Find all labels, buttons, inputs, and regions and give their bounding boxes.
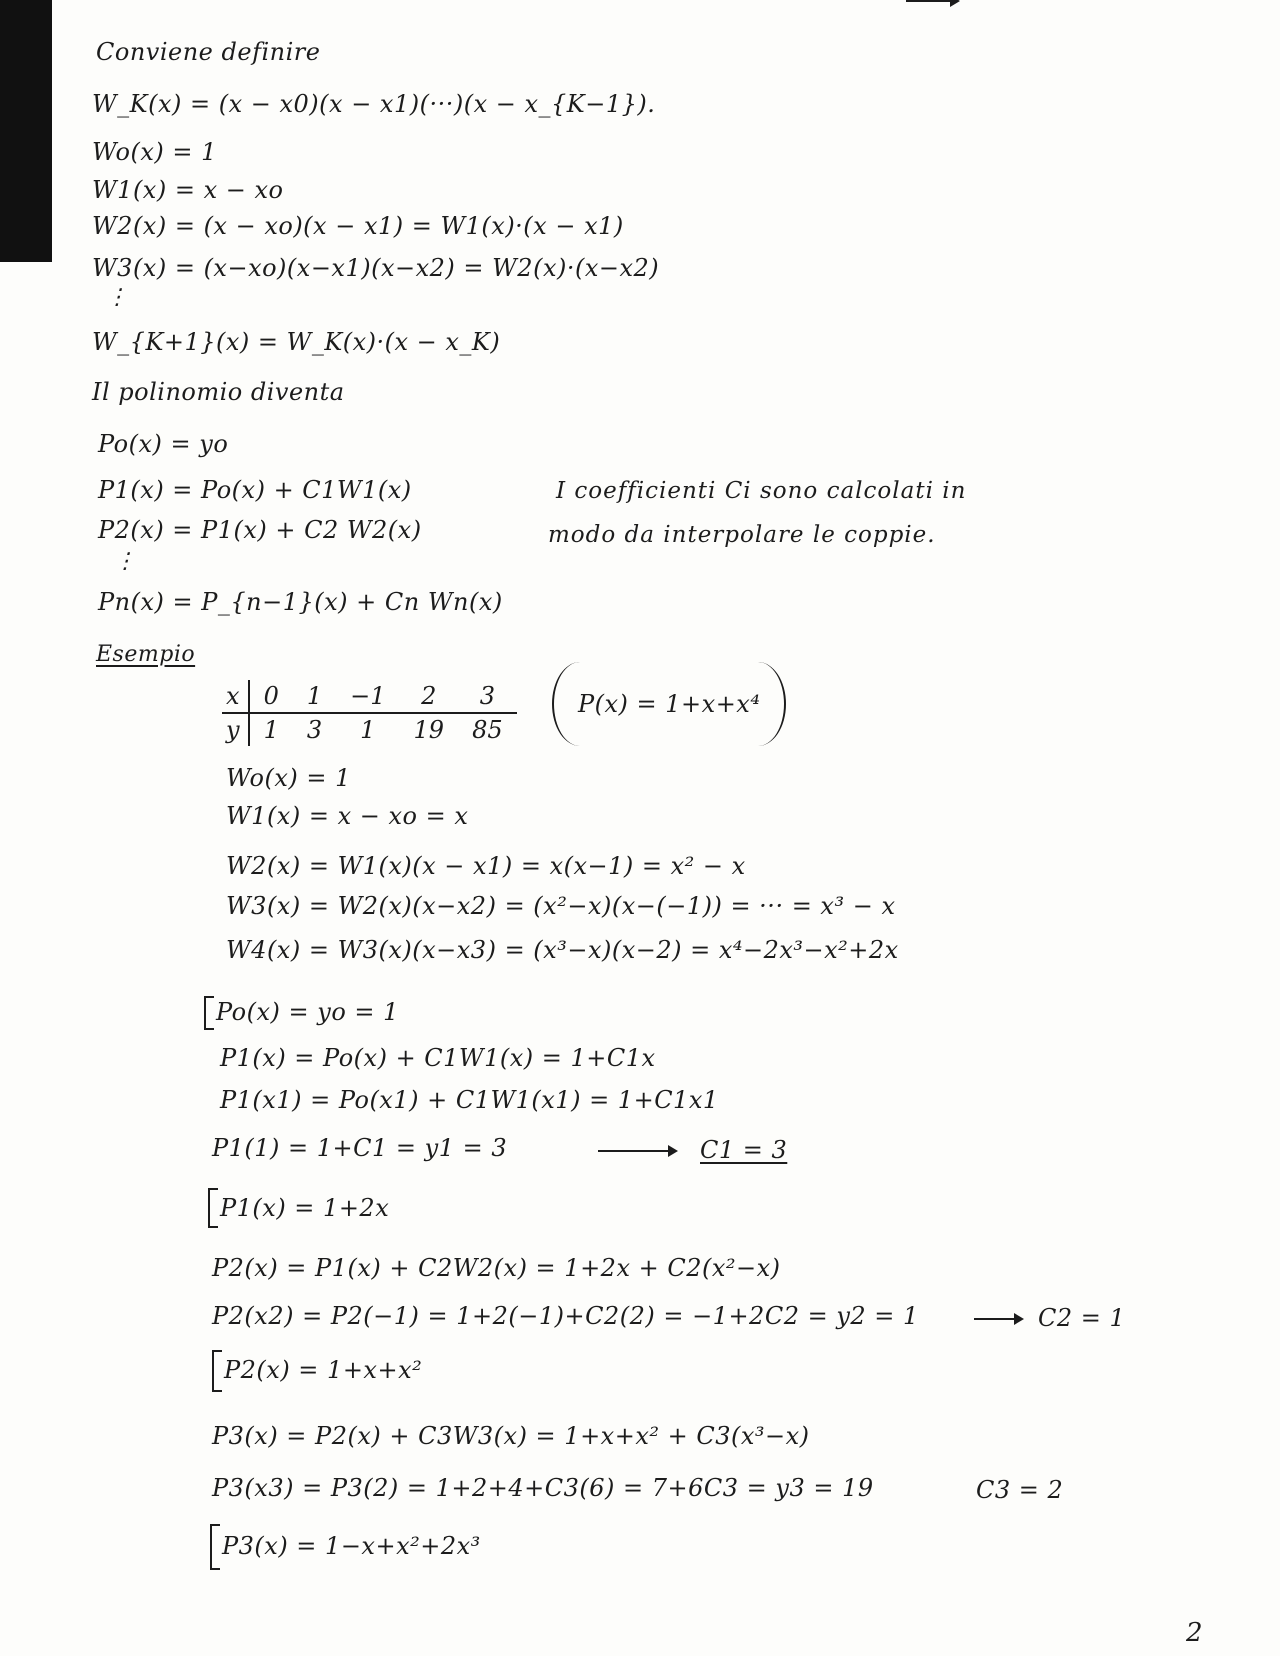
table-cell: 85 — [472, 716, 503, 744]
p3-result: P3(x) = 1−x+x²+2x³ — [222, 1532, 481, 1560]
result-bracket — [208, 1188, 218, 1228]
step-p1-line-1: P1(x) = Po(x) + C1W1(x) = 1+C1x — [220, 1044, 656, 1072]
example-poly: P(x) = 1+x+x⁴ — [578, 690, 761, 718]
example-table — [222, 680, 517, 746]
table-cell: 1 — [263, 716, 279, 744]
example-omega-0: Wo(x) = 1 — [226, 764, 351, 792]
omega-def-general: W_K(x) = (x − x0)(x − x1)(···)(x − x_{K−1}). — [92, 90, 656, 118]
step-p0: Po(x) = yo = 1 — [216, 998, 399, 1026]
omega-def-dots: ⋮ — [106, 285, 129, 310]
note-line-2: modo da interpolare le coppie. — [548, 522, 936, 548]
example-label: Esempio — [96, 642, 196, 667]
table-cell: 3 — [306, 716, 323, 744]
omega-def-2: W2(x) = (x − xo)(x − x1) = W1(x)·(x − x1) — [92, 212, 624, 240]
table-cell: 0 — [249, 680, 293, 713]
poly-def-1: P1(x) = Po(x) + C1W1(x) — [98, 476, 412, 504]
omega-def-1: W1(x) = x − xo — [92, 176, 284, 204]
p1-result: P1(x) = 1+2x — [220, 1194, 390, 1222]
result-bracket — [210, 1524, 220, 1570]
poly-def-2: P2(x) = P1(x) + C2 W2(x) — [98, 516, 422, 544]
step-p3-line-1: P3(x) = P2(x) + C3W3(x) = 1+x+x² + C3(x³−x) — [212, 1422, 810, 1450]
step-p2-line-2: P2(x2) = P2(−1) = 1+2(−1)+C2(2) = −1+2C2 = y2 = 1 — [212, 1302, 919, 1330]
result-c2: C2 = 1 — [1038, 1304, 1126, 1332]
section-label: Il polinomio diventa — [92, 378, 345, 406]
heading: Conviene definire — [96, 38, 321, 66]
example-omega-1: W1(x) = x − xo = x — [226, 802, 469, 830]
page-number: 2 — [1186, 1618, 1203, 1648]
step-p1-line-2: P1(x1) = Po(x1) + C1W1(x1) = 1+C1x1 — [220, 1086, 719, 1114]
table-cell: −1 — [336, 680, 399, 713]
omega-def-0: Wo(x) = 1 — [92, 138, 217, 166]
scan-edge-bar — [0, 0, 52, 262]
step-p3-line-2: P3(x3) = P3(2) = 1+2+4+C3(6) = 7+6C3 = y3 = 19 — [212, 1474, 874, 1502]
example-omega-4: W4(x) = W3(x)(x−x3) = (x³−x)(x−2) = x⁴−2x³−x²+2x — [226, 936, 899, 964]
table-cell: 19 — [413, 716, 445, 744]
omega-def-3: W3(x) = (x−xo)(x−x1)(x−x2) = W2(x)·(x−x2) — [92, 254, 660, 282]
arrow-right-icon — [906, 0, 958, 2]
table-header-y: y — [222, 713, 249, 746]
step-p1-line-3: P1(1) = 1+C1 = y1 = 3 — [212, 1134, 508, 1162]
table-header-x: x — [222, 680, 249, 713]
example-omega-2: W2(x) = W1(x)(x − x1) = x(x−1) = x² − x — [226, 852, 746, 880]
table-row-y — [222, 713, 517, 746]
table-row-x — [222, 680, 517, 713]
p2-result: P2(x) = 1+x+x² — [224, 1356, 423, 1384]
table-cell: 1 — [360, 716, 376, 744]
result-bracket — [212, 1350, 222, 1392]
result-c3: C3 = 2 — [976, 1476, 1064, 1504]
step-p2-line-1: P2(x) = P1(x) + C2W2(x) = 1+2x + C2(x²−x) — [212, 1254, 781, 1282]
result-bracket — [204, 996, 214, 1030]
table-cell: 1 — [293, 680, 336, 713]
arrow-right-icon — [974, 1318, 1022, 1320]
poly-def-dots: ⋮ — [114, 549, 137, 574]
omega-def-recursive: W_{K+1}(x) = W_K(x)·(x − x_K) — [92, 328, 501, 356]
table-cell: 2 — [400, 680, 459, 713]
arrow-right-icon — [598, 1150, 676, 1152]
table-cell: 3 — [458, 680, 517, 713]
poly-def-n: Pn(x) = P_{n−1}(x) + Cn Wn(x) — [98, 588, 503, 616]
example-omega-3: W3(x) = W2(x)(x−x2) = (x²−x)(x−(−1)) = ··· = x³ − x — [226, 892, 896, 920]
result-c1: C1 = 3 — [700, 1136, 788, 1164]
poly-def-0: Po(x) = yo — [98, 430, 229, 458]
note-line-1: I coefficienti Ci sono calcolati in — [556, 478, 967, 504]
